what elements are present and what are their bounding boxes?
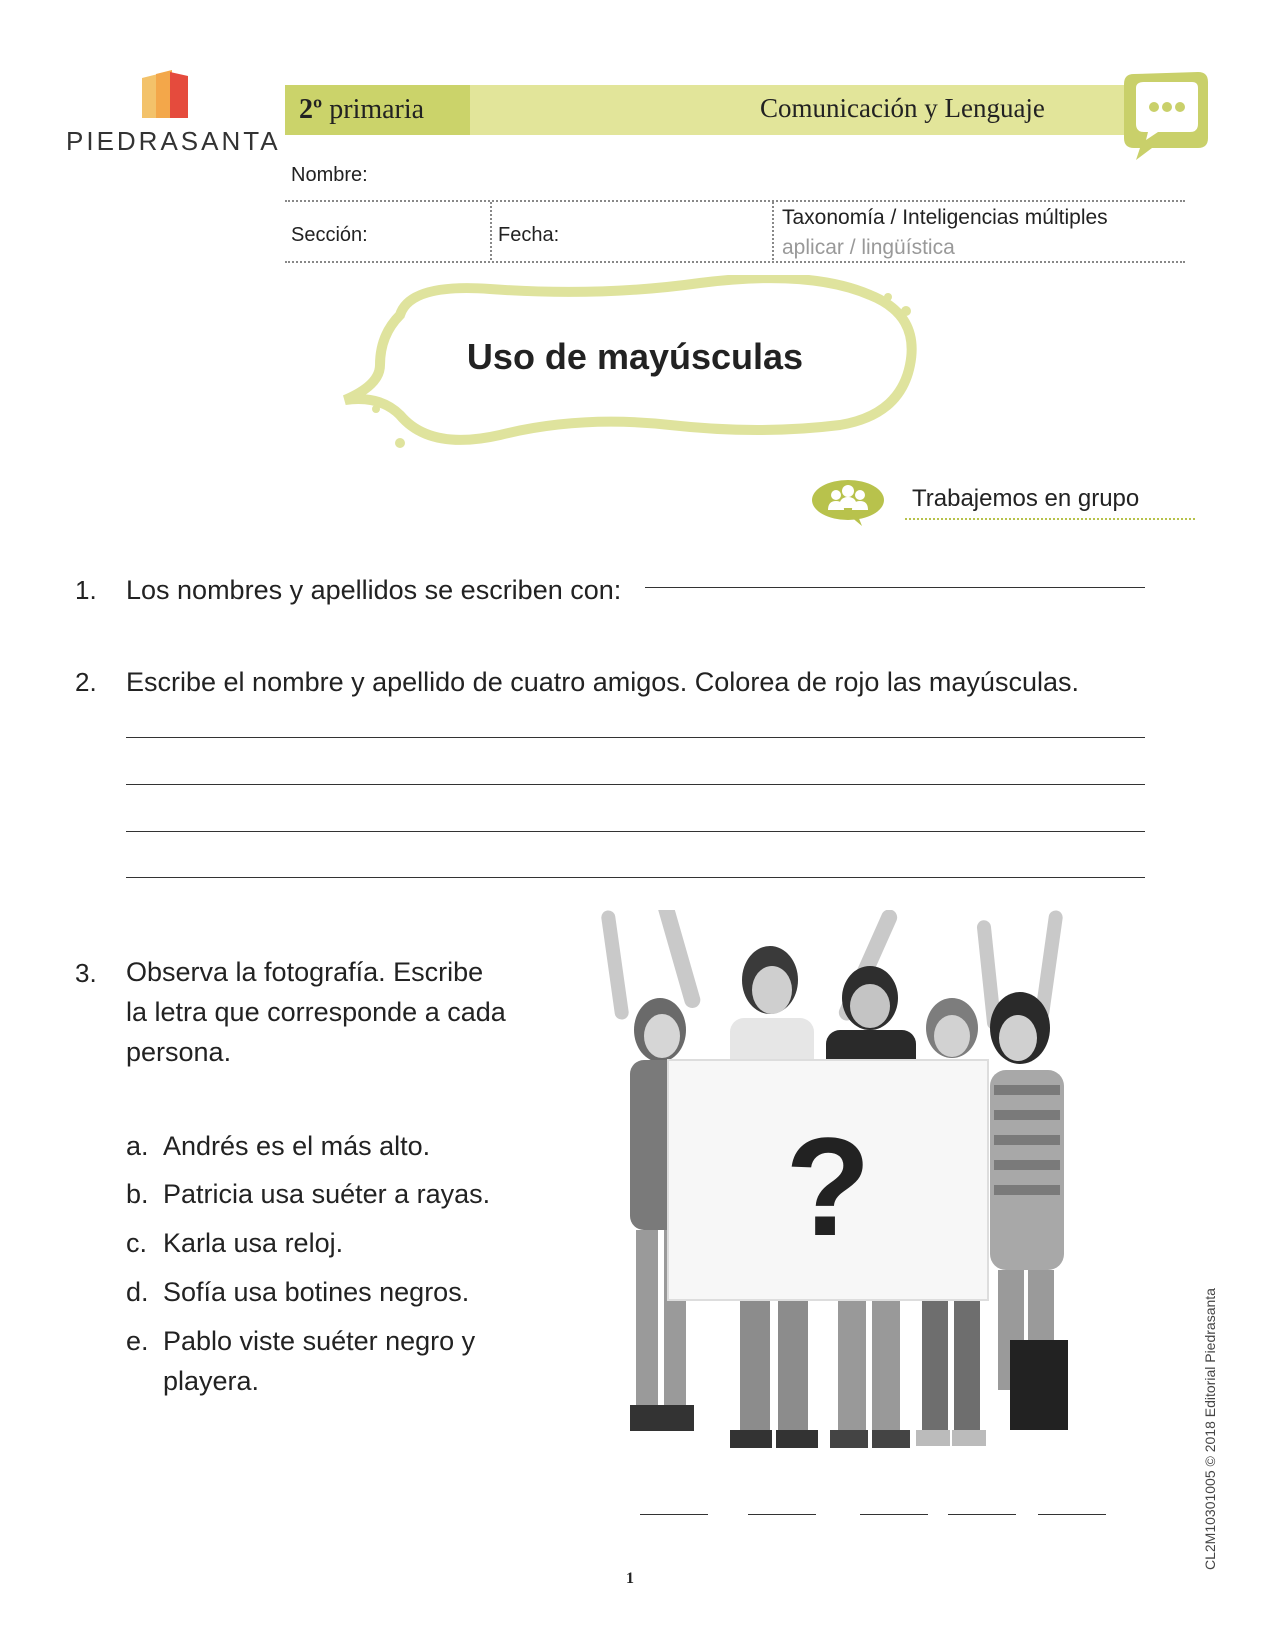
nombre-line[interactable] — [285, 200, 1185, 202]
option-letter: d. — [126, 1277, 149, 1307]
subject-title: Comunicación y Lenguaje — [760, 93, 1045, 123]
option-letter: b. — [126, 1179, 149, 1209]
nombre-label: Nombre: — [291, 164, 368, 186]
question-number: 3. — [75, 958, 97, 988]
question-text: Los nombres y apellidos se escriben con: — [126, 575, 622, 605]
group-work-label: Trabajemos en grupo — [912, 485, 1140, 512]
sign-question-mark: ? — [785, 1108, 871, 1265]
page-title: Uso de mayúsculas — [466, 336, 804, 377]
answer-line[interactable] — [860, 1514, 928, 1515]
person-figure — [976, 910, 1068, 1430]
option-text: Patricia usa suéter a rayas. — [163, 1179, 491, 1209]
question-number: 2. — [75, 667, 97, 697]
option-letter: a. — [126, 1131, 149, 1161]
question-text-line: persona. — [126, 1037, 232, 1067]
question-text-line: Observa la fotografía. Escribe — [126, 957, 484, 987]
option-letter: e. — [126, 1326, 149, 1356]
divider — [772, 202, 774, 260]
option-text-line: Pablo viste suéter negro y — [163, 1326, 476, 1356]
page-number: 1 — [626, 1570, 634, 1587]
group-people-icon — [810, 478, 890, 528]
answer-line[interactable] — [126, 831, 1145, 832]
option-text: Andrés es el más alto. — [163, 1131, 431, 1161]
question-text: Escribe el nombre y apellido de cuatro amigos. Colorea de rojo las mayúsculas. — [126, 667, 1079, 697]
grade-level: primaria — [329, 94, 425, 125]
fecha-label: Fecha: — [498, 224, 560, 246]
grade-number: 2º — [299, 94, 323, 125]
divider — [490, 202, 492, 260]
form-bottom-line — [285, 261, 1185, 263]
answer-line[interactable] — [126, 784, 1145, 785]
question-number: 1. — [75, 575, 97, 605]
piedrasanta-logo-icon — [140, 68, 196, 124]
grade-label — [299, 94, 424, 126]
answer-line[interactable] — [126, 877, 1145, 878]
answer-line[interactable] — [640, 1514, 708, 1515]
taxonomia-value: aplicar / lingüística — [782, 236, 955, 259]
answer-line[interactable] — [126, 737, 1145, 738]
answer-line[interactable] — [1038, 1514, 1106, 1515]
answer-line[interactable] — [645, 587, 1145, 588]
seccion-label: Sección: — [291, 224, 368, 246]
option-text-line: playera. — [163, 1366, 260, 1396]
answer-line[interactable] — [948, 1514, 1016, 1515]
brand-name: PIEDRASANTA — [66, 126, 281, 156]
question-text-line: la letra que corresponde a cada — [126, 997, 506, 1027]
option-text: Sofía usa botines negros. — [163, 1277, 470, 1307]
speech-bubble-icon — [1118, 70, 1210, 162]
option-text: Karla usa reloj. — [163, 1228, 344, 1258]
group-photo — [590, 910, 1110, 1490]
option-letter: c. — [126, 1228, 148, 1258]
copyright-notice: CL2M10301005 © 2018 Editorial Piedrasanta — [1202, 1288, 1218, 1570]
answer-line[interactable] — [748, 1514, 816, 1515]
taxonomia-label: Taxonomía / Inteligencias múltiples — [782, 206, 1108, 229]
group-work-underline — [905, 518, 1195, 520]
